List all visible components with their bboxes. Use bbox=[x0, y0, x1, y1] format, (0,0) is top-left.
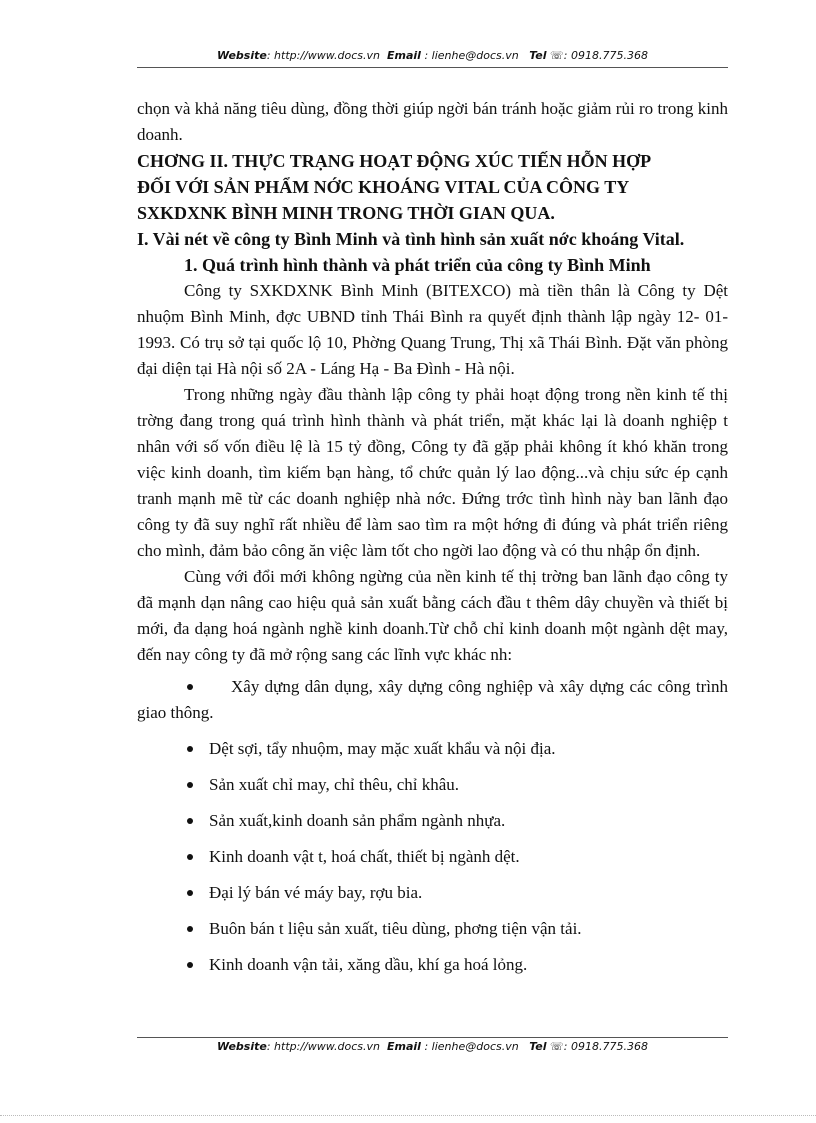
website-value: : http://www.docs.vn bbox=[266, 1040, 380, 1053]
chapter-title-line-1: CHƠNG II. THỰC TRẠNG HOẠT ĐỘNG XÚC TIẾN HỖN HỢP bbox=[137, 151, 652, 171]
bullet-icon bbox=[187, 854, 193, 860]
page-footer bbox=[137, 1037, 728, 1058]
tel-label: Tel bbox=[529, 1040, 547, 1053]
paragraph: Trong những ngày đầu thành lập công ty phải hoạt động trong nền kinh tế thị trờng đang trong quá trình hình thành và phát triển, mặt khác lại là doanh nghiệp t nhân với số vốn điều lệ là 15 tỷ đồng, Công ty đã gặp phải không ít khó khăn trong việc kinh doanh, tìm kiếm bạn hàng, tổ chức quản lý lao động...và chịu sức ép cạnh tranh mạnh mẽ từ các doanh nghiệp nhà nớc. Đứng trớc tình hình này ban lãnh đạo công ty đã suy nghĩ rất nhiều để làm sao tìm ra một hớng đi đúng và phát triển riêng cho mình, đảm bảo công ăn việc làm tốt cho ngời lao động và có thu nhập ổn định. bbox=[137, 385, 728, 560]
email-value: : lienhe@docs.vn bbox=[424, 1040, 519, 1053]
list-item: Buôn bán t liệu sản xuất, tiêu dùng, phơng tiện vận tải. bbox=[137, 916, 728, 942]
bullet-icon bbox=[187, 746, 193, 752]
bullet-icon bbox=[187, 962, 193, 968]
intro-paragraph: chọn và khả năng tiêu dùng, đồng thời giúp ngời bán tránh hoặc giảm rủi ro trong kinh doanh. bbox=[137, 99, 728, 144]
bullet-icon bbox=[187, 782, 193, 788]
paragraph: Cùng với đổi mới không ngừng của nền kinh tế thị trờng ban lãnh đạo công ty đã mạnh dạn nâng cao hiệu quả sản xuất bằng cách đầu t thêm dây chuyền và thiết bị mới, đa dạng hoá ngành nghề kinh doanh.Từ chỗ chỉ kinh doanh một ngành dệt may, đến nay công ty đã mở rộng sang các lĩnh vực khác nh: bbox=[137, 567, 728, 664]
email-label: Email bbox=[386, 49, 421, 62]
bullet-icon bbox=[187, 684, 193, 690]
bullet-icon bbox=[187, 890, 193, 896]
list-item: Kinh doanh vận tải, xăng dầu, khí ga hoá lỏng. bbox=[137, 952, 728, 978]
tel-label: Tel bbox=[529, 49, 547, 62]
list-item: Sản xuất chỉ may, chỉ thêu, chỉ khâu. bbox=[137, 772, 728, 798]
bullet-icon bbox=[187, 818, 193, 824]
bullet-icon bbox=[187, 926, 193, 932]
website-label: Website bbox=[217, 1040, 267, 1053]
list-item: Kinh doanh vật t, hoá chất, thiết bị ngành dệt. bbox=[137, 844, 728, 870]
document-body bbox=[137, 96, 728, 988]
email-value: : lienhe@docs.vn bbox=[424, 49, 519, 62]
list-item: Sản xuất,kinh doanh sản phẩm ngành nhựa. bbox=[137, 808, 728, 834]
list-item: Đại lý bán vé máy bay, rợu bia. bbox=[137, 880, 728, 906]
chapter-title-line-2: ĐỐI VỚI SẢN PHẨM NỚC KHOÁNG VITAL CỦA CÔNG TY bbox=[137, 177, 630, 197]
phone-icon: ☏ bbox=[550, 1040, 564, 1053]
page-header bbox=[137, 47, 728, 68]
paragraph: Công ty SXKDXNK Bình Minh (BITEXCO) mà tiền thân là Công ty Dệt nhuộm Bình Minh, đợc UBND tỉnh Thái Bình ra quyết định thành lập ngày 12- 01- 1993. Có trụ sở tại quốc lộ 10, Phờng Quang Trung, Thị xã Thái Bình. Đặt văn phòng đại diện tại Hà nội số 2A - Láng Hạ - Ba Đình - Hà nội. bbox=[137, 281, 728, 378]
page-bottom-divider bbox=[0, 1115, 816, 1116]
list-item: Dệt sợi, tẩy nhuộm, may mặc xuất khẩu và nội địa. bbox=[137, 736, 728, 762]
website-value: : http://www.docs.vn bbox=[266, 49, 380, 62]
chapter-title-line-3: SXKDXNK BÌNH MINH TRONG THỜI GIAN QUA. bbox=[137, 203, 555, 223]
tel-value: : 0918.775.368 bbox=[563, 49, 648, 62]
bullet-list bbox=[137, 674, 728, 978]
section-heading: I. Vài nét về công ty Bình Minh và tình hình sản xuất nớc khoáng Vital. bbox=[137, 229, 685, 249]
tel-value: : 0918.775.368 bbox=[563, 1040, 648, 1053]
phone-icon: ☏ bbox=[550, 49, 564, 62]
subsection-heading: 1. Quá trình hình thành và phát triển của công ty Bình Minh bbox=[184, 255, 651, 275]
email-label: Email bbox=[386, 1040, 421, 1053]
website-label: Website bbox=[217, 49, 267, 62]
list-item: Xây dựng dân dụng, xây dựng công nghiệp và xây dựng các công trình giao thông. bbox=[137, 677, 728, 722]
